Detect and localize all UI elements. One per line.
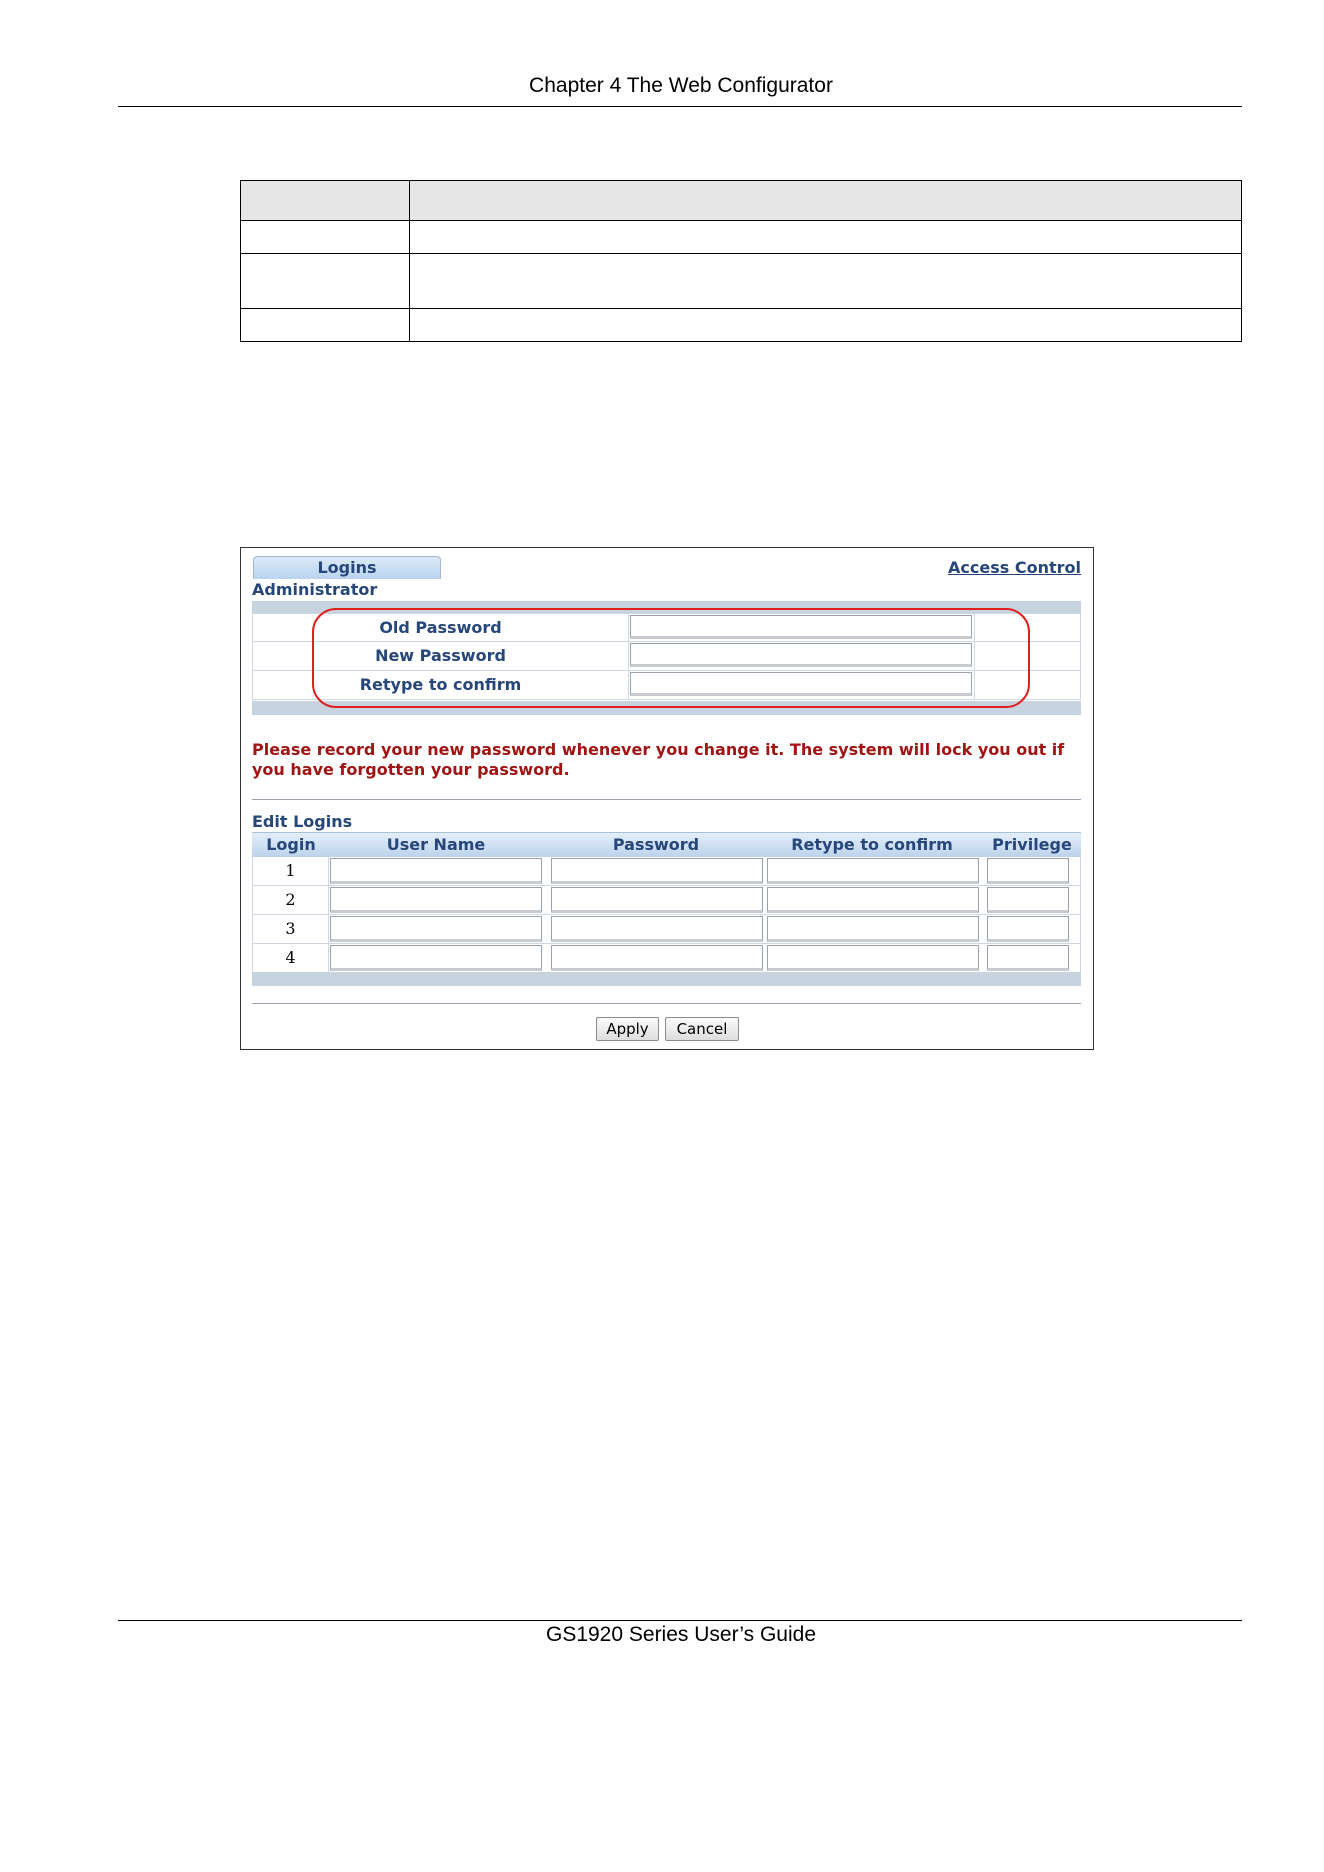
user-name-input[interactable] <box>330 945 542 971</box>
table-row <box>241 221 1242 254</box>
old-password-row <box>252 613 1081 642</box>
tab-logins[interactable]: Logins <box>253 556 441 579</box>
table-row <box>252 944 1081 973</box>
edit-logins-bottom-band <box>252 972 1081 986</box>
table-header-row <box>241 181 1242 221</box>
privilege-input[interactable] <box>987 858 1069 884</box>
column-header-login: Login <box>266 835 316 854</box>
footer-divider <box>118 1620 1242 1621</box>
new-password-row <box>252 642 1081 671</box>
column-header-password: Password <box>612 835 700 854</box>
page-header-title: Chapter 4 The Web Configurator <box>529 74 833 97</box>
privilege-input[interactable] <box>987 916 1069 942</box>
field-description-table <box>240 180 1242 342</box>
apply-button[interactable]: Apply <box>596 1017 659 1041</box>
user-name-input[interactable] <box>330 858 542 884</box>
access-control-link[interactable]: Access Control <box>948 558 1081 577</box>
retype-confirm-input[interactable] <box>767 858 979 884</box>
retype-password-input[interactable] <box>630 672 972 696</box>
buttons-divider <box>252 1003 1081 1004</box>
retype-confirm-input[interactable] <box>767 887 979 913</box>
old-password-label: Old Password <box>253 614 629 642</box>
edit-logins-section-title: Edit Logins <box>252 812 353 831</box>
table-row <box>252 857 1081 886</box>
logins-screen-figure <box>240 547 1094 1050</box>
login-number: 4 <box>253 944 329 972</box>
table-row <box>252 915 1081 944</box>
password-input[interactable] <box>551 916 763 942</box>
password-input[interactable] <box>551 945 763 971</box>
user-name-input[interactable] <box>330 887 542 913</box>
cancel-button[interactable]: Cancel <box>665 1017 739 1041</box>
retype-password-label: Retype to confirm <box>253 671 629 699</box>
admin-bottom-band <box>252 701 1081 715</box>
table-row <box>241 254 1242 309</box>
privilege-input[interactable] <box>987 887 1069 913</box>
administrator-section-title: Administrator <box>252 580 378 599</box>
page-footer-title: GS1920 Series User’s Guide <box>545 1623 817 1646</box>
login-number: 2 <box>253 886 329 914</box>
retype-confirm-input[interactable] <box>767 916 979 942</box>
password-input[interactable] <box>551 887 763 913</box>
new-password-label: New Password <box>253 642 629 670</box>
administrator-password-form <box>252 613 1081 700</box>
user-name-input[interactable] <box>330 916 542 942</box>
column-header-privilege: Privilege <box>992 835 1072 854</box>
password-input[interactable] <box>551 858 763 884</box>
retype-confirm-input[interactable] <box>767 945 979 971</box>
table-row <box>241 309 1242 342</box>
column-header-retype-to-confirm: Retype to confirm <box>791 835 953 854</box>
table-row <box>252 886 1081 915</box>
new-password-input[interactable] <box>630 643 972 667</box>
section-divider <box>252 799 1081 800</box>
login-number: 1 <box>253 857 329 885</box>
edit-logins-header <box>252 832 1081 857</box>
retype-password-row <box>252 671 1081 700</box>
login-number: 3 <box>253 915 329 943</box>
privilege-input[interactable] <box>987 945 1069 971</box>
old-password-input[interactable] <box>630 615 972 639</box>
admin-top-band <box>252 601 1081 613</box>
column-header-user-name: User Name <box>386 835 486 854</box>
header-divider <box>118 106 1242 107</box>
password-warning-message: Please record your new password whenever you change it. The system will lock you out if you have forgotten your password. <box>252 740 1065 779</box>
edit-logins-table <box>252 832 1081 973</box>
